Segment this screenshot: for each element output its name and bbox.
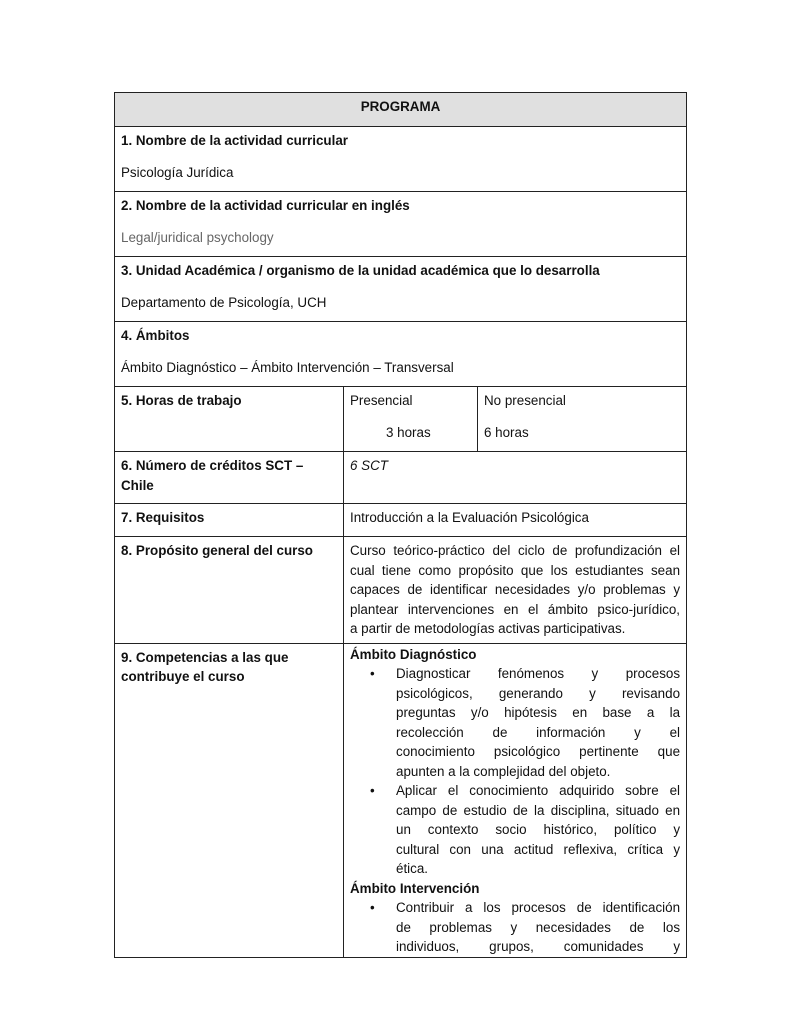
text-line: conocimiento psicológico pertinente que [396, 744, 681, 759]
section-5-label [115, 387, 344, 452]
text-line: preguntas y/o hipótesis en base a la [396, 705, 681, 720]
text-line: Contribuir a los procesos de identificación [396, 900, 681, 915]
presencial-value: 3 horas [386, 424, 431, 440]
section-value: Ámbito Diagnóstico – Ámbito Intervención – Transversal [121, 359, 454, 375]
bullet-icon: • [370, 900, 375, 915]
section-6-value: 6 SCT [344, 452, 687, 504]
competency-bullet [350, 898, 680, 957]
section-label: 9. Competencias a las que contribuye el curso [121, 649, 289, 684]
text-line: individuos, grupos, comunidades y [396, 939, 681, 954]
section-1 [115, 127, 687, 192]
section-label: 5. Horas de trabajo [121, 393, 242, 408]
competency-heading: Ámbito Intervención [350, 880, 480, 896]
text-line: capaces de identificar necesidades y/o problemas y [350, 582, 681, 597]
no-presencial-value: 6 horas [484, 424, 529, 440]
bullet-icon: • [370, 666, 375, 681]
section-value: Legal/juridical psychology [121, 229, 274, 245]
section-9-label [115, 643, 344, 957]
competency-heading: Ámbito Diagnóstico [350, 646, 477, 662]
text-line: cultural con una actitud reflexiva, crítica y [396, 841, 681, 857]
text-line: Curso teórico-práctico del ciclo de profundización el [350, 543, 681, 558]
text-line: plantear intervenciones en el ámbito psico-jurídico, [350, 601, 681, 617]
program-table [114, 92, 687, 958]
text-line: recolección de información y el [396, 724, 681, 740]
text-line: de problemas y necesidades de los [396, 919, 681, 935]
text-line: ética. [396, 861, 429, 876]
text-line: apunten a la complejidad del objeto. [396, 763, 611, 779]
bullet-icon: • [370, 783, 375, 798]
text-line: cual tiene como propósito que los estudiantes sean [350, 562, 681, 578]
presencial-label: Presencial [350, 393, 413, 408]
no-presencial-label: No presencial [484, 393, 566, 408]
table-title: PROGRAMA [115, 93, 687, 127]
section-label: 3. Unidad Académica / organismo de la unidad académica que lo desarrolla [121, 263, 600, 278]
section-4 [115, 322, 687, 387]
section-9-value [344, 643, 687, 957]
text-line: a partir de metodologías activas participativas. [350, 621, 626, 636]
section-2 [115, 192, 687, 257]
text-line: campo de estudio de la disciplina, situado en [396, 802, 681, 818]
section-label: 4. Ámbitos [121, 328, 190, 343]
section-label: 6. Número de créditos SCT – Chile [121, 458, 304, 493]
no-presencial-cell [478, 387, 687, 452]
presencial-cell [344, 387, 478, 452]
text-line: Diagnosticar fenómenos y procesos [396, 666, 681, 681]
section-label: 8. Propósito general del curso [121, 543, 313, 558]
section-8-label [115, 537, 344, 644]
text-line: un contexto socio histórico, político y [396, 822, 681, 837]
section-label: 2. Nombre de la actividad curricular en inglés [121, 198, 410, 213]
competency-bullet [350, 664, 680, 781]
section-value: Departamento de Psicología, UCH [121, 294, 327, 310]
section-6-label [115, 452, 344, 504]
text-line: Aplicar el conocimiento adquirido sobre el [396, 783, 681, 798]
text-line: psicológicos, generando y revisando [396, 685, 681, 701]
section-label: 7. Requisitos [121, 510, 205, 525]
section-7-value: Introducción a la Evaluación Psicológica [344, 504, 687, 537]
section-3 [115, 257, 687, 322]
section-8-value [344, 537, 687, 644]
section-7-label [115, 504, 344, 537]
competency-bullet [350, 781, 680, 879]
section-label: 1. Nombre de la actividad curricular [121, 133, 348, 148]
section-value: Psicología Jurídica [121, 164, 234, 180]
